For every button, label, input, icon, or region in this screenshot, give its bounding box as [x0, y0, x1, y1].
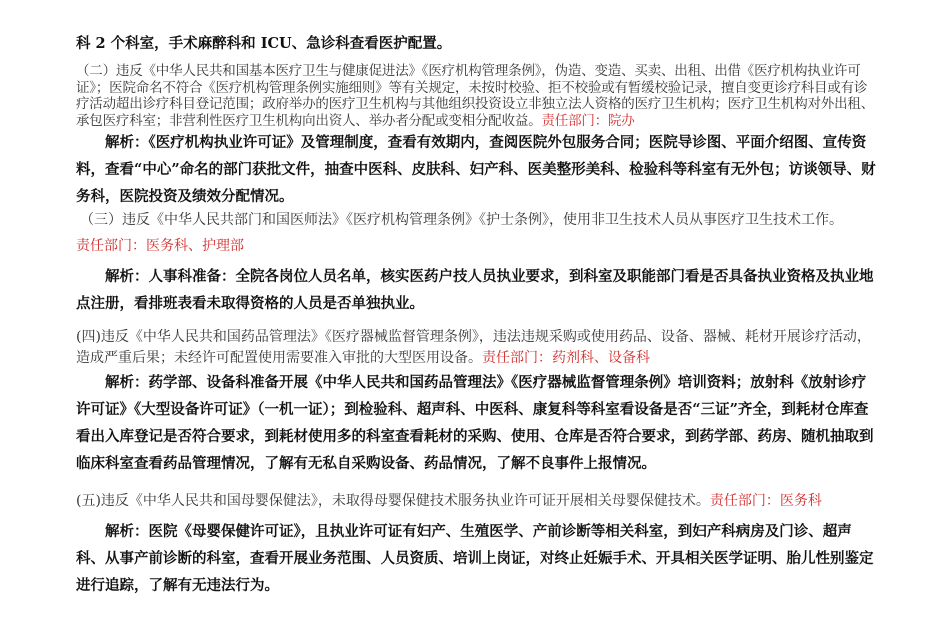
- section-4-analysis: 解析：药学部、设备科准备开展《中华人民共和国药品管理法》《医疗器械监督管理条例》培训资料；放射科《放射诊疗许可证》《大型设备许可证》（一机一证）；到检验科、超声科、中医科、康复科等科室看设备是否“三证”齐全，到耗材仓库查看出入库登记是否符合要求，到耗材使用多的科室查看耗材的采购、使用、仓库是否符合要求，到药学部、药房、随机抽取到临床科室查看药品管理情况，了解有无私自采购设备、药品情况，了解不良事件上报情况。: [76, 374, 874, 472]
- section-4-paragraph: [76, 327, 876, 369]
- section-5-heading: (五)违反《中华人民共和国母婴保健法》，未取得母婴保健技术服务执业许可证开展相关母婴保健技术。: [76, 493, 710, 509]
- section-4-heading: (四)违反《中华人民共和国药品管理法》《医疗器械监督管理条例》，违法违规采购或使用药品、设备、器械、耗材开展诊疗活动，造成严重后果；未经许可配置使用需要准入审批的大型医用设备。: [76, 329, 871, 366]
- continuation-line: 科 2 个科室，手术麻醉科和 ICU、急诊科查看医护配置。: [76, 35, 452, 52]
- section-2-analysis: 解析：《医疗机构执业许可证》及管理制度，查看有效期内，查阅医院外包服务合同；医院导诊图、平面介绍图、宣传资料，查看“中心”命名的部门获批文件，抽查中医科、皮肤科、妇产科、医美整形美科、检验科等科室有无外包；访谈领导、财务科，医院投资及绩效分配情况。: [76, 134, 876, 205]
- section-2-heading: （二）违反《中华人民共和国基本医疗卫生与健康促进法》《医疗机构管理条例》，伪造、变造、买卖、出租、出借《医疗机构执业许可证》；医院命名不符合《医疗机构管理条例实施细则》等有关规定，未按时校验、拒不校验或有暂缓校验记录，擅自变更诊疗科目或有诊疗活动超出诊疗科目登记范围；政府举办的医疗卫生机构与其他组织投资设立非独立法人资格的医疗卫生机构；医疗卫生机构对外出租、承包医疗科室；非营利性医疗卫生机构向出资人、举办者分配或变相分配收益。: [76, 63, 874, 129]
- section-3-analysis: 解析：人事科准备：全院各岗位人员名单，核实医药户技人员执业要求，到科室及职能部门看是否具备执业资格及执业地点注册，看排班表看未取得资格的人员是否单独执业。: [76, 268, 874, 312]
- document-page: [76, 30, 876, 599]
- section-2-paragraph: [76, 63, 876, 129]
- section-2-responsible: 责任部门：院办: [541, 112, 635, 129]
- section-5-analysis: 解析：医院《母婴保健许可证》，且执业许可证有妇产、生殖医学、产前诊断等相关科室，到妇产科病房及门诊、超声科、从事产前诊断的科室，查看开展业务范围、人员资质、培训上岗证，对终止妊娠手术、开具相关医学证明、胎儿性别鉴定进行追踪，了解有无违法行为。: [76, 523, 874, 594]
- section-3-heading: （三）违反《中华人民共部门和国医师法》《医疗机构管理条例》《护士条例》，使用非卫生技术人员从事医疗卫生技术工作。: [80, 212, 843, 228]
- section-5-paragraph: [76, 491, 876, 512]
- section-5-responsible: 责任部门：医务科: [709, 493, 822, 509]
- section-4-responsible: 责任部门：药剂科、设备科: [482, 350, 650, 366]
- section-3-responsible: 责任部门：医务科、护理部: [76, 238, 244, 254]
